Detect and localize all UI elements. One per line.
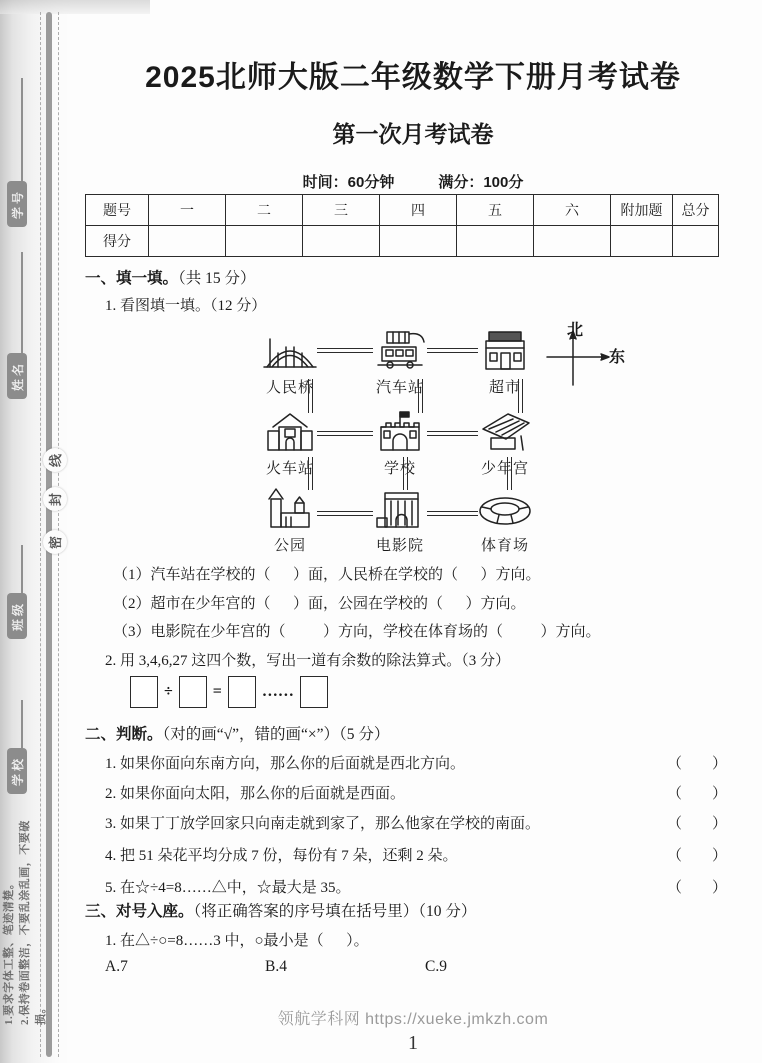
score-table-cell: 总分 (673, 195, 719, 226)
scan-edge-top (0, 0, 150, 14)
class-blank-line (21, 545, 23, 598)
answer-paren: （ ） (666, 786, 727, 802)
score-cell-empty (457, 226, 534, 257)
map-place-label: 电影院 (375, 538, 424, 554)
choice-question-1: 1. 在△÷○=8……3 中，○最小是（ ）。 (105, 933, 369, 949)
section1-header (85, 266, 256, 288)
map-diagram (225, 315, 741, 573)
answer-paren: （ ） (666, 880, 727, 896)
score-table-score-row (86, 226, 719, 257)
seal-char-line: 线 (43, 448, 67, 472)
judgment-item-3 (105, 812, 727, 833)
cinema-icon (372, 487, 428, 533)
answer-box (228, 676, 256, 708)
score-table-cell: 附加题 (611, 195, 673, 226)
judgment-item-5 (105, 876, 727, 897)
road-segment (518, 379, 523, 413)
score-cell-empty (534, 226, 611, 257)
compass-north-label: 北 (567, 322, 584, 339)
judgment-item-2 (105, 782, 727, 803)
option-a: A.7 (105, 958, 128, 975)
seal-char-mi: 密 (43, 530, 67, 554)
footer-watermark: 领航学科网 https://xueke.jmkzh.com (277, 1011, 549, 1028)
exam-title: 2025北师大版二年级数学下册月考试卷 (145, 61, 681, 94)
map-place-label: 人民桥 (265, 380, 314, 396)
exam-subtitle: 第一次月考试卷 (332, 121, 494, 147)
map-place-label: 公园 (273, 538, 306, 554)
score-table-cell: 二 (226, 195, 303, 226)
option-c: C.9 (425, 958, 447, 975)
road-segment (427, 431, 478, 436)
map-place-xuexiao (350, 410, 450, 478)
answer-paren: （ ） (666, 816, 727, 832)
score-cell-empty (673, 226, 719, 257)
score-cell-empty (149, 226, 226, 257)
road-segment (317, 431, 373, 436)
choice-options-row (105, 958, 585, 976)
supermarket-icon (477, 329, 533, 375)
school-blank-line (21, 700, 23, 753)
compass (543, 317, 629, 397)
map-place-label: 体育场 (480, 538, 529, 554)
remainder-dots: …… (261, 683, 294, 700)
answer-paren: （ ） (666, 848, 727, 864)
score-table-cell: 五 (457, 195, 534, 226)
answer-box (179, 676, 207, 708)
student-number-label: 学号 (7, 181, 27, 227)
exam-content (85, 40, 741, 1054)
road-segment (418, 379, 423, 413)
judgment-text: 3. 如果丁丁放学回家只向南走就到家了，那么他家在学校的南面。 (105, 816, 541, 832)
road-segment (403, 457, 408, 490)
map-place-renminqiao (240, 329, 340, 397)
map-place-qichezhan (350, 329, 450, 397)
judgment-text: 4. 把 51 朵花平均分成 7 份，每份有 7 朵，还剩 2 朵。 (105, 848, 458, 864)
note-line-1: 1.要求字体工整、笔迹清楚。 (3, 877, 15, 1025)
youth-palace-icon (477, 410, 533, 456)
map-place-shaoniangong (455, 410, 555, 478)
section1-points: （共 15 分） (178, 270, 256, 287)
score-table-header-row (86, 195, 719, 226)
score-table-cell: 题号 (86, 195, 149, 226)
score-row-label: 得分 (86, 226, 149, 257)
score-table-cell: 一 (149, 195, 226, 226)
exam-instructions-note (2, 813, 47, 1025)
map-place-tiyuchang (455, 487, 555, 555)
map-place-label: 汽车站 (375, 380, 424, 396)
divide-sign: ÷ (164, 683, 173, 700)
road-segment (317, 348, 373, 353)
section3-points: （将正确答案的序号填在括号里）（10 分） (193, 903, 477, 920)
bus-station-icon (372, 329, 428, 375)
road-segment (308, 457, 313, 490)
road-segment (308, 379, 313, 413)
exam-info-line (85, 171, 741, 192)
school-label: 学校 (7, 748, 27, 794)
class-label: 班级 (7, 593, 27, 639)
score-table-cell: 三 (303, 195, 380, 226)
map-place-label: 超市 (488, 380, 521, 396)
time-label: 时间：60分钟 (302, 174, 395, 191)
name-blank-line (21, 252, 23, 358)
answer-box (300, 676, 328, 708)
judgment-text: 1. 如果你面向东南方向，那么你的后面就是西北方向。 (105, 756, 466, 772)
bridge-icon (262, 329, 318, 375)
stadium-icon (477, 487, 533, 533)
full-score-label: 满分：100分 (438, 174, 524, 191)
score-table (85, 194, 719, 257)
division-equation (130, 676, 328, 708)
score-cell-empty (611, 226, 673, 257)
question2-label: 2. 用 3,4,6,27 这四个数，写出一道有余数的除法算式。（3 分） (105, 653, 511, 669)
section1-title: 一、填一填。 (85, 270, 179, 287)
student-number-blank-line (21, 78, 23, 186)
judgment-item-4 (105, 844, 727, 865)
note-line-2: 2.保持卷面整洁，不要乱涂乱画，不要破损。 (18, 820, 47, 1025)
school-icon (372, 410, 428, 456)
seal-char-feng: 封 (43, 487, 67, 511)
question1-label: 1. 看图填一填。（12 分） (105, 298, 267, 314)
judgment-text: 5. 在☆÷4=8……△中，☆最大是 35。 (105, 880, 351, 896)
park-icon (262, 487, 318, 533)
score-cell-empty (303, 226, 380, 257)
equals-sign: = (212, 683, 222, 700)
subquestion-3: （3）电影院在少年宫的（ ）方向，学校在体育场的（ ）方向。 (113, 624, 601, 640)
answer-box (130, 676, 158, 708)
map-place-gongyuan (240, 487, 340, 555)
compass-east-label: 东 (609, 349, 626, 366)
map-place-chaoshi (455, 329, 555, 397)
map-place-label: 学校 (383, 461, 416, 477)
judgment-item-1 (105, 752, 727, 773)
section2-title: 二、判断。 (85, 726, 163, 743)
map-place-label: 火车站 (265, 461, 314, 477)
score-table-cell: 四 (380, 195, 457, 226)
subquestion-1: （1）汽车站在学校的（ ）面，人民桥在学校的（ ）方向。 (113, 567, 541, 583)
score-table-cell: 六 (534, 195, 611, 226)
name-label: 姓名 (7, 353, 27, 399)
answer-paren: （ ） (666, 756, 727, 772)
section3-title: 三、对号入座。 (85, 903, 194, 920)
train-station-icon (262, 410, 318, 456)
section2-points: （对的画“√”，错的画“×”）（5 分） (162, 726, 390, 743)
road-segment (507, 457, 512, 490)
road-segment (427, 348, 478, 353)
score-cell-empty (380, 226, 457, 257)
map-place-dianyingyuan (350, 487, 450, 555)
judgment-text: 2. 如果你面向太阳，那么你的后面就是西面。 (105, 786, 406, 802)
subquestion-2: （2）超市在少年宫的（ ）面，公园在学校的（ ）方向。 (113, 596, 526, 612)
section2-header (85, 722, 389, 744)
road-segment (427, 511, 478, 516)
map-place-label: 少年宫 (480, 461, 529, 477)
map-place-huochezhan (240, 410, 340, 478)
page-number: 1 (408, 1032, 418, 1054)
score-cell-empty (226, 226, 303, 257)
option-b: B.4 (265, 958, 287, 975)
section3-header (85, 899, 476, 921)
road-segment (317, 511, 373, 516)
